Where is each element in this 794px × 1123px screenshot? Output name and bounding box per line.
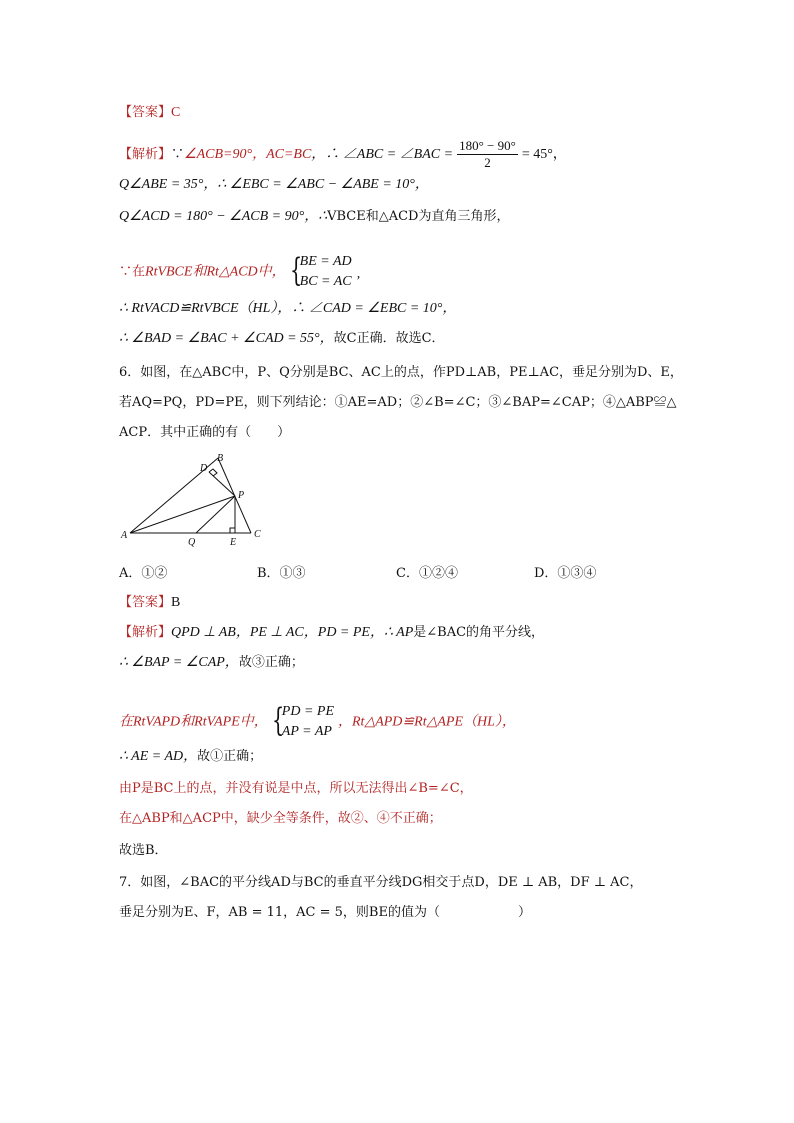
analysis-2-line-3	[119, 702, 516, 742]
math-expression: ∴ ∠BAP = ∠CAP，	[119, 655, 239, 670]
triangles-named: 在RtVAPD和RtVAPE中，	[119, 714, 268, 730]
fraction-numerator: 180° − 90°	[459, 138, 516, 153]
math-expression: ∴ AE = AD，	[119, 749, 198, 764]
math-expression: ∴ ∠BAD = ∠BAC + ∠CAD = 55°，	[119, 331, 334, 346]
right-angle-mark-e	[230, 528, 235, 533]
label-a: A	[121, 530, 128, 541]
statement-text: 是∠BAC的角平分线，	[413, 625, 545, 640]
answer-value: B	[171, 595, 181, 610]
option-b: B．①③	[257, 566, 306, 581]
angle-equation: ，∴ ∠ABC = ∠BAC =	[311, 147, 454, 162]
question-6-line-3: ACP．其中正确的有（ ）	[119, 425, 291, 440]
question-7-line-2: 垂足分别为E、F，AB = 11，AC = 5，则BE的值为（ ）	[119, 905, 531, 920]
because-symbol: ∵	[171, 147, 185, 162]
angle-result: = 45°，	[521, 147, 567, 162]
analysis-2-line-4	[119, 748, 262, 766]
option-a: A．①②	[119, 566, 168, 581]
analysis-1-line-4	[119, 252, 364, 292]
triangle-figure	[118, 450, 268, 550]
conclusion-text: 故①正确；	[197, 749, 263, 764]
option-d: D．①③④	[534, 566, 597, 581]
question-6-line-2: 若AQ=PQ，PD=PE，则下列结论：①AE=AD；②∠B=∠C；③∠BAP=∠CAP；④△ABP≌△	[119, 395, 677, 410]
left-brace-icon: {	[271, 701, 284, 739]
system-row: PD = PE	[281, 704, 334, 719]
answer-2	[119, 594, 180, 612]
equation-system	[290, 252, 360, 292]
analysis-1-line-1	[119, 138, 567, 171]
equation-system	[272, 702, 334, 742]
fraction-denominator: 2	[484, 155, 491, 170]
answer-label: 【答案】	[119, 595, 172, 610]
analysis-label: 【解析】	[119, 625, 172, 640]
congruence-statement: ，Rt△APD≌Rt△APE（HL），	[338, 714, 516, 730]
segment-pq	[196, 496, 235, 533]
analysis-1-line-6	[119, 330, 445, 348]
analysis-1-line-2: Q∠ABE = 35°，∴ ∠EBC = ∠ABC − ∠ABE = 10°，	[119, 177, 429, 192]
analysis-2-line-7: 故选B．	[119, 843, 168, 858]
conclusion-text: 故③正确；	[238, 655, 304, 670]
fraction	[457, 138, 518, 171]
answer-value: C	[171, 105, 181, 120]
analysis-2-line-5: 由P是BC上的点，并没有说是中点，所以无法得出∠B=∠C，	[119, 781, 473, 796]
analysis-1-line-3	[119, 208, 509, 226]
label-q: Q	[188, 537, 196, 548]
option-c: C．①②④	[396, 566, 458, 581]
analysis-2-line-1	[119, 624, 544, 642]
answer-1	[119, 104, 180, 122]
label-b: B	[217, 453, 224, 464]
analysis-1-line-5: ∴ RtVACD≌RtVBCE（HL），∴ ∠CAD = ∠EBC = 10°，	[119, 301, 457, 316]
system-row: AP = AP	[281, 724, 332, 739]
triangles-named: RtVBCE和Rt△ACD中，	[145, 264, 286, 280]
system-row: BC = AC ’	[299, 274, 360, 289]
analysis-label: 【解析】	[119, 147, 172, 162]
segment-ap	[130, 496, 235, 533]
math-expression: Q∠ACD = 180° − ∠ACB = 90°，∴	[119, 209, 328, 224]
question-7-line-1: 7．如图，∠BAC的平分线AD与BC的垂直平分线DG相交于点D，DE ⊥ AB，DF ⊥ AC，	[119, 875, 643, 890]
label-e: E	[230, 537, 237, 548]
math-expression: QPD ⊥ AB，PE ⊥ AC，PD = PE，∴ AP	[171, 625, 414, 640]
because-in: ∵在	[119, 264, 146, 280]
statement-text: VBCE和△ACD为直角三角形，	[327, 209, 510, 224]
analysis-2-line-2	[119, 654, 304, 672]
system-row: BE = AD	[299, 254, 352, 269]
label-p: P	[238, 490, 245, 501]
answer-label: 【答案】	[119, 105, 172, 120]
conclusion-text: 故C正确．故选C．	[333, 331, 445, 346]
analysis-2-line-6: 在△ABP和△ACP中，缺少全等条件，故②、④不正确；	[119, 811, 442, 826]
question-6-line-1: 6．如图，在△ABC中，P、Q分别是BC、AC上的点，作PD⊥AB，PE⊥AC，垂足分别为D、E，	[119, 365, 683, 380]
label-c: C	[254, 529, 261, 540]
given-condition: ∠ACB=90°，AC=BC	[184, 147, 312, 162]
label-d: D	[200, 463, 208, 474]
left-brace-icon: {	[289, 251, 302, 289]
